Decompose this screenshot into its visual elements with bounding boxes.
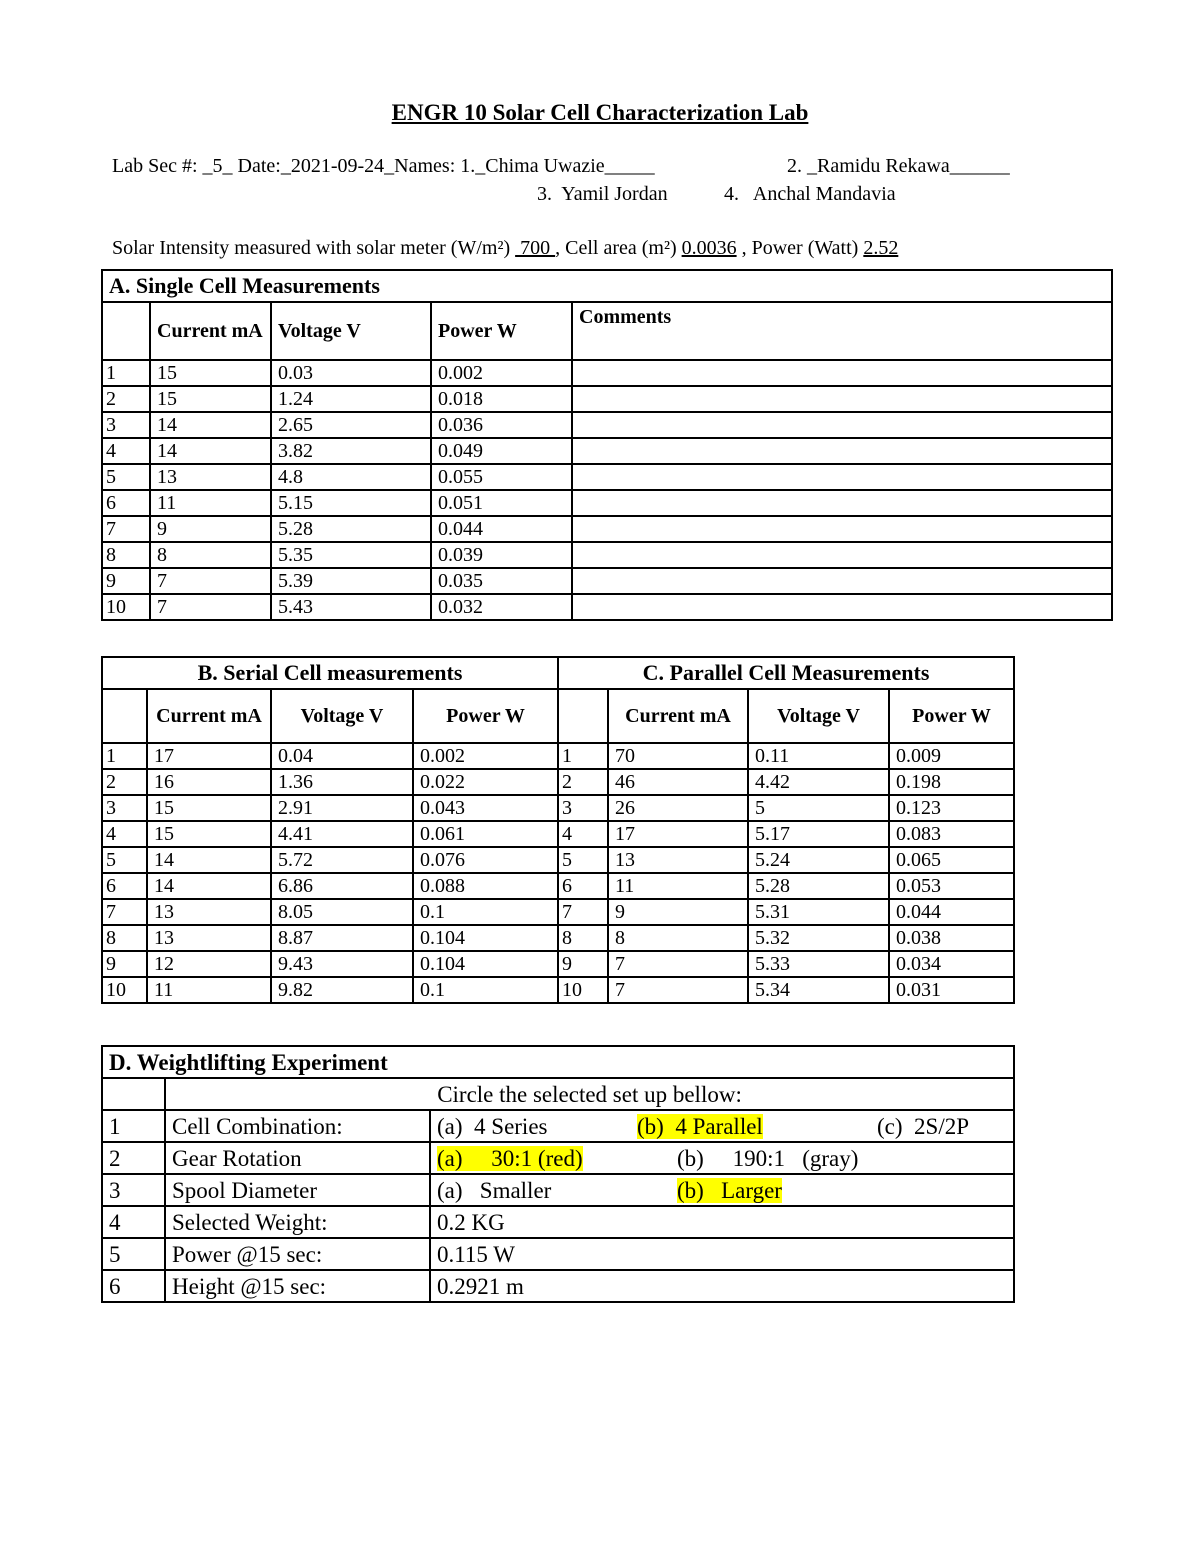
parallel-power-cell: 0.065 [889,847,1014,873]
parallel-voltage-cell: 5.24 [748,847,889,873]
table-row [102,743,1014,769]
parallel-row-index: 8 [558,925,608,951]
name-4: 4. Anchal Mandavia [724,183,896,205]
serial-current-cell: 13 [147,925,271,951]
table-row [102,951,1014,977]
weightlifting-table [101,1045,1015,1303]
serial-row-index: 9 [102,951,147,977]
power-cell: 0.002 [431,360,572,386]
serial-voltage-cell: 4.41 [271,821,413,847]
b-col-current: Current mA [147,689,271,743]
table-row [102,1270,1014,1302]
parallel-power-cell: 0.038 [889,925,1014,951]
area-label: , Cell area (m²) [555,237,677,259]
d-blank-cell [102,1078,165,1110]
table-row [102,847,1014,873]
section-bc-rows [102,743,1014,1003]
parallel-power-cell: 0.009 [889,743,1014,769]
table-row [102,977,1014,1003]
row-index: 1 [102,1110,165,1142]
serial-voltage-cell: 6.86 [271,873,413,899]
row-index: 2 [102,1142,165,1174]
comments-cell [572,360,1112,386]
serial-current-cell: 17 [147,743,271,769]
setup-label: Selected Weight: [165,1206,430,1238]
serial-voltage-cell: 9.43 [271,951,413,977]
parallel-row-index: 3 [558,795,608,821]
serial-power-cell: 0.088 [413,873,558,899]
section-b-title: B. Serial Cell measurements [102,657,558,689]
serial-voltage-cell: 2.91 [271,795,413,821]
parallel-current-cell: 13 [608,847,748,873]
parallel-current-cell: 17 [608,821,748,847]
parallel-power-cell: 0.083 [889,821,1014,847]
power-cell: 0.036 [431,412,572,438]
table-row [102,925,1014,951]
serial-row-index: 4 [102,821,147,847]
name-1: _Chima Uwazie_____ [475,155,655,177]
current-cell: 15 [150,360,271,386]
setup-label: Height @15 sec: [165,1270,430,1302]
header-line-1 [112,155,655,178]
row-index: 3 [102,1174,165,1206]
setup-options [430,1142,1014,1174]
voltage-cell: 1.24 [271,386,431,412]
setup-value: 0.2 KG [430,1206,1014,1238]
serial-current-cell: 15 [147,795,271,821]
power-cell: 0.051 [431,490,572,516]
parallel-current-cell: 46 [608,769,748,795]
voltage-cell: 5.39 [271,568,431,594]
serial-current-cell: 13 [147,899,271,925]
current-cell: 15 [150,386,271,412]
table-row [102,821,1014,847]
table-row [102,795,1014,821]
voltage-cell: 5.35 [271,542,431,568]
row-index: 2 [102,386,150,412]
row-index: 1 [102,360,150,386]
current-cell: 14 [150,438,271,464]
comments-cell [572,516,1112,542]
serial-row-index: 1 [102,743,147,769]
parallel-power-cell: 0.123 [889,795,1014,821]
power-cell: 0.032 [431,594,572,620]
comments-cell [572,464,1112,490]
power-cell: 0.049 [431,438,572,464]
parallel-power-cell: 0.034 [889,951,1014,977]
option: (a) 4 Series [437,1113,548,1139]
serial-current-cell: 14 [147,847,271,873]
power-cell: 0.044 [431,516,572,542]
intensity-value: 700 [515,237,556,259]
option: (b) 190:1 (gray) [677,1145,859,1171]
option: (c) 2S/2P [877,1113,969,1139]
setup-options [430,1110,1014,1142]
setup-label: Power @15 sec: [165,1238,430,1270]
option: (a) Smaller [437,1177,552,1203]
comments-cell [572,542,1112,568]
table-row [102,464,1112,490]
voltage-cell: 3.82 [271,438,431,464]
parallel-row-index: 9 [558,951,608,977]
voltage-cell: 5.15 [271,490,431,516]
serial-power-cell: 0.1 [413,899,558,925]
parallel-voltage-cell: 5.33 [748,951,889,977]
setup-value: 0.115 W [430,1238,1014,1270]
section-d-rows [102,1110,1014,1302]
serial-power-cell: 0.1 [413,977,558,1003]
c-col-power: Power W [889,689,1014,743]
table-row [102,1238,1014,1270]
serial-voltage-cell: 1.36 [271,769,413,795]
setup-value: 0.2921 m [430,1270,1014,1302]
b-col-power: Power W [413,689,558,743]
parallel-current-cell: 7 [608,977,748,1003]
serial-current-cell: 11 [147,977,271,1003]
setup-label: Spool Diameter [165,1174,430,1206]
parallel-row-index: 7 [558,899,608,925]
parallel-voltage-cell: 0.11 [748,743,889,769]
parallel-current-cell: 8 [608,925,748,951]
col-voltage: Voltage V [271,302,431,360]
row-index: 10 [102,594,150,620]
comments-cell [572,412,1112,438]
voltage-cell: 4.8 [271,464,431,490]
parallel-current-cell: 70 [608,743,748,769]
row-index: 6 [102,490,150,516]
comments-cell [572,568,1112,594]
parallel-row-index: 4 [558,821,608,847]
name-3: 3. Yamil Jordan [537,183,668,205]
table-row [102,769,1014,795]
serial-voltage-cell: 0.04 [271,743,413,769]
parallel-voltage-cell: 5 [748,795,889,821]
table-row [102,1110,1014,1142]
section-a-rows [102,360,1112,620]
date-label: Date: [232,155,281,177]
section-a-title: A. Single Cell Measurements [102,270,1112,302]
selected-option: (b) 4 Parallel [637,1113,763,1139]
page-title: ENGR 10 Solar Cell Characterization Lab [391,100,809,125]
selected-option: (a) 30:1 (red) [437,1145,583,1171]
serial-power-cell: 0.043 [413,795,558,821]
table-row [102,568,1112,594]
row-index: 4 [102,438,150,464]
serial-current-cell: 15 [147,821,271,847]
table-row [102,1206,1014,1238]
voltage-cell: 0.03 [271,360,431,386]
setup-label: Gear Rotation [165,1142,430,1174]
table-row [102,1174,1014,1206]
b-col-voltage: Voltage V [271,689,413,743]
col-comments: Comments [572,302,1112,360]
col-current: Current mA [150,302,271,360]
selected-option: (b) Larger [677,1177,782,1203]
name-2-number: 2. [787,155,802,177]
current-cell: 14 [150,412,271,438]
power-cell: 0.039 [431,542,572,568]
c-col-voltage: Voltage V [748,689,889,743]
power-cell: 0.035 [431,568,572,594]
parallel-power-cell: 0.053 [889,873,1014,899]
table-row [102,873,1014,899]
current-cell: 7 [150,594,271,620]
serial-row-index: 5 [102,847,147,873]
row-index: 3 [102,412,150,438]
header-name-2 [787,155,1010,178]
parallel-power-cell: 0.198 [889,769,1014,795]
table-row [102,438,1112,464]
name-2: _Ramidu Rekawa______ [807,155,1010,177]
parallel-row-index: 1 [558,743,608,769]
comments-cell [572,386,1112,412]
setup-label: Cell Combination: [165,1110,430,1142]
section-c-title: C. Parallel Cell Measurements [558,657,1014,689]
parallel-voltage-cell: 5.17 [748,821,889,847]
serial-parallel-table [101,656,1015,1004]
current-cell: 8 [150,542,271,568]
table-row [102,490,1112,516]
row-index: 6 [102,1270,165,1302]
comments-cell [572,594,1112,620]
lab-sec-label: Lab Sec #: [112,155,203,177]
serial-power-cell: 0.076 [413,847,558,873]
parallel-current-cell: 9 [608,899,748,925]
parallel-row-index: 2 [558,769,608,795]
parallel-row-index: 5 [558,847,608,873]
header-line-3 [112,237,898,260]
serial-voltage-cell: 8.87 [271,925,413,951]
comments-cell [572,490,1112,516]
parallel-voltage-cell: 4.42 [748,769,889,795]
serial-row-index: 10 [102,977,147,1003]
parallel-voltage-cell: 5.28 [748,873,889,899]
power-cell: 0.018 [431,386,572,412]
serial-voltage-cell: 5.72 [271,847,413,873]
section-d-instruction: Circle the selected set up bellow: [165,1078,1014,1110]
names-label: Names: 1. [394,155,476,177]
serial-power-cell: 0.022 [413,769,558,795]
single-cell-table [101,269,1113,621]
power-cell: 0.055 [431,464,572,490]
voltage-cell: 5.28 [271,516,431,542]
serial-power-cell: 0.104 [413,951,558,977]
serial-voltage-cell: 8.05 [271,899,413,925]
area-value: 0.0036 [681,237,737,259]
serial-power-cell: 0.061 [413,821,558,847]
serial-row-index: 6 [102,873,147,899]
parallel-row-index: 10 [558,977,608,1003]
parallel-voltage-cell: 5.34 [748,977,889,1003]
parallel-row-index: 6 [558,873,608,899]
parallel-current-cell: 11 [608,873,748,899]
parallel-power-cell: 0.044 [889,899,1014,925]
current-cell: 11 [150,490,271,516]
setup-options [430,1174,1014,1206]
row-index: 9 [102,568,150,594]
serial-row-index: 2 [102,769,147,795]
row-index: 5 [102,464,150,490]
voltage-cell: 5.43 [271,594,431,620]
table-row [102,412,1112,438]
date-value: _2021-09-24_ [280,155,395,177]
c-col-index [558,689,608,743]
table-row [102,1142,1014,1174]
row-index: 5 [102,1238,165,1270]
voltage-cell: 2.65 [271,412,431,438]
serial-row-index: 8 [102,925,147,951]
serial-current-cell: 16 [147,769,271,795]
current-cell: 7 [150,568,271,594]
serial-power-cell: 0.104 [413,925,558,951]
col-index [102,302,150,360]
intensity-label: Solar Intensity measured with solar meter (W/m²) [112,237,511,259]
table-row [102,594,1112,620]
power-value: 2.52 [863,237,899,259]
section-d-title: D. Weightlifting Experiment [102,1046,1014,1078]
current-cell: 9 [150,516,271,542]
parallel-voltage-cell: 5.32 [748,925,889,951]
serial-voltage-cell: 9.82 [271,977,413,1003]
parallel-power-cell: 0.031 [889,977,1014,1003]
table-row [102,360,1112,386]
b-col-index [102,689,147,743]
table-row [102,542,1112,568]
serial-current-cell: 14 [147,873,271,899]
row-index: 4 [102,1206,165,1238]
table-row [102,386,1112,412]
serial-current-cell: 12 [147,951,271,977]
serial-power-cell: 0.002 [413,743,558,769]
row-index: 7 [102,516,150,542]
serial-row-index: 7 [102,899,147,925]
comments-cell [572,438,1112,464]
power-label: , Power (Watt) [741,237,859,259]
parallel-current-cell: 7 [608,951,748,977]
col-power: Power W [431,302,572,360]
c-col-current: Current mA [608,689,748,743]
row-index: 8 [102,542,150,568]
parallel-current-cell: 26 [608,795,748,821]
lab-sec-value: _5_ [202,155,233,177]
parallel-voltage-cell: 5.31 [748,899,889,925]
current-cell: 13 [150,464,271,490]
serial-row-index: 3 [102,795,147,821]
table-row [102,899,1014,925]
table-row [102,516,1112,542]
